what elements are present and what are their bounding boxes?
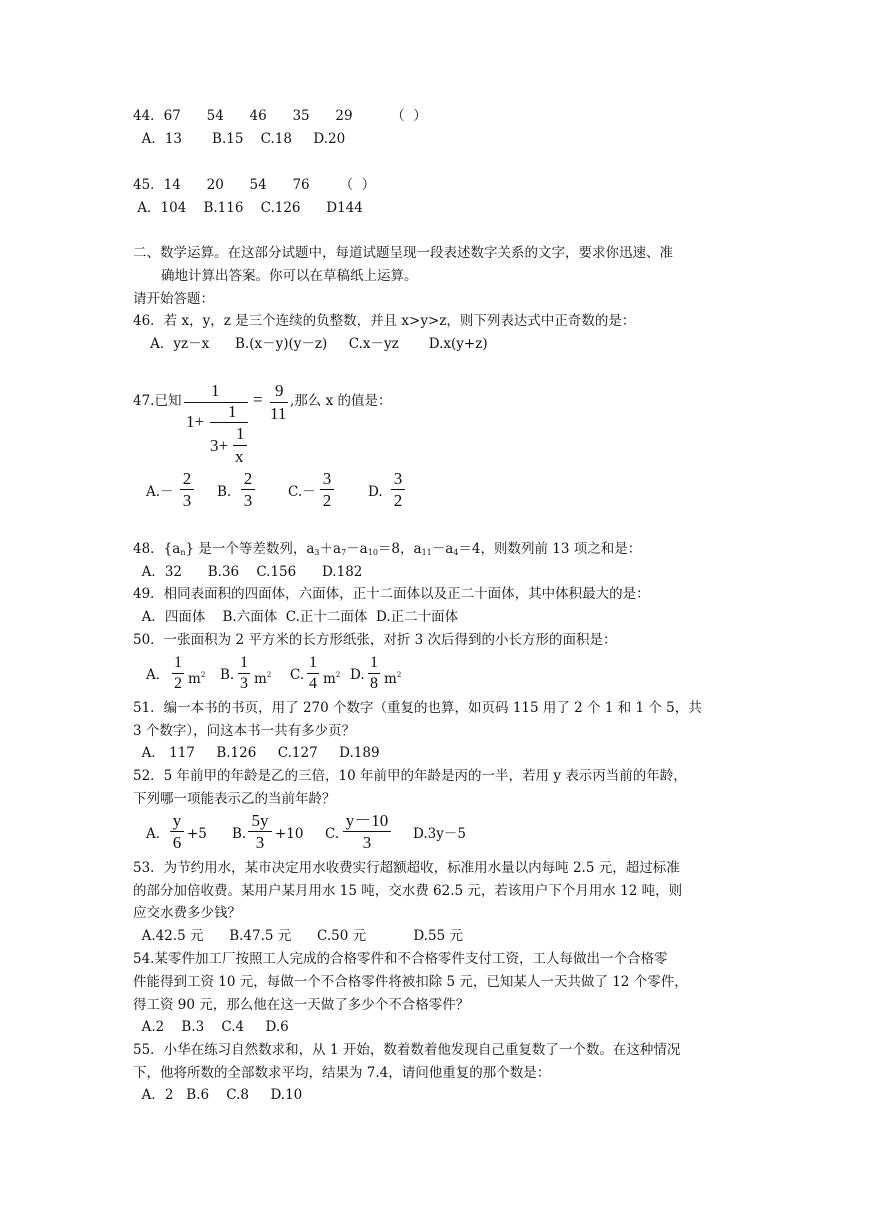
q55-line1: 55．小华在练习自然数求和，从 1 开始，数着数着他发现自己重复数了一个数。在这种情况	[133, 1042, 681, 1058]
unit-power: 2	[200, 671, 206, 679]
q45-stem: 45．14 20 54 76 （ ）	[133, 177, 376, 193]
unit: m	[323, 671, 336, 687]
unit-power: 2	[335, 671, 341, 679]
denominator: 8	[370, 675, 378, 692]
numerator: 1	[174, 654, 182, 671]
q47-option-c-label: C.－	[288, 484, 316, 500]
q52-option-a-term: +5	[187, 826, 207, 842]
q51-options: A． 117 B.126 C.127 D.189	[133, 745, 380, 761]
start-instruction: 请开始答题：	[133, 291, 214, 307]
q53-line1: 53．为节约用水，某市决定用水收费实行超额超收，标准用水量以内每吨 2.5 元，超过标准	[133, 860, 680, 876]
q52-option-c-label: C.	[325, 826, 340, 842]
denominator: 6	[172, 833, 182, 852]
denominator: 3	[362, 833, 372, 852]
q50-option-a-unit	[188, 667, 205, 687]
q44-options: A．13 B.15 C.18 D.20	[133, 131, 346, 147]
numerator: 1	[370, 654, 378, 671]
unit: m	[384, 671, 397, 687]
q47-main-bar	[184, 402, 248, 403]
q47-option-c-fraction	[320, 470, 334, 509]
q47-option-b-fraction	[241, 470, 255, 509]
q53-line3: 应交水费多少钱？	[133, 905, 241, 921]
unit: m	[188, 671, 201, 687]
q47-rhs-bar	[270, 402, 288, 403]
q47-innermost-bar	[233, 445, 247, 446]
numerator: y	[172, 811, 182, 830]
denominator: 3	[182, 491, 192, 510]
q54-line2: 件能得到工资 10 元，每做一个不合格零件将被扣除 5 元，已知某人一天共做了 12 个零件，	[133, 974, 688, 990]
q46-stem: 46．若 x，y，z 是三个连续的负整数，并且 x>y>z，则下列表达式中正奇数的是：	[133, 313, 636, 329]
numerator: 2	[243, 469, 253, 488]
q52-line2: 下列哪一项能表示乙的当前年龄？	[133, 791, 336, 807]
q55-line2: 下，他将所数的全部数求平均，结果为 7.4，请问他重复的那个数是：	[133, 1065, 551, 1081]
numerator: 1	[240, 654, 248, 671]
q50-option-d-fraction	[368, 655, 380, 692]
q50-stem: 50．一张面积为 2 平方米的长方形纸张，对折 3 次后得到的小长方形的面积是：	[133, 632, 617, 648]
q49-stem: 49．相同表面积的四面体，六面体，正十二面体以及正二十面体，其中体积最大的是：	[133, 586, 650, 602]
q51-line1: 51．编一本书的书页，用了 270 个数字（重复的也算，如页码 115 用了 2 个 1 和 1 个 5，共	[133, 700, 702, 716]
denominator: 4	[309, 675, 317, 692]
section-heading-line2: 确地计算出答案。你可以在草稿纸上运算。	[161, 268, 418, 284]
q47-x: x	[235, 447, 244, 466]
q55-options: A．2 B.6 C.8 D.10	[133, 1087, 303, 1103]
q47-rhs-numerator: 9	[275, 381, 284, 400]
q53-line2: 的部分加倍收费。某用户某月用水 15 吨，交水费 62.5 元，若该用户下个月用水 12 吨，则	[133, 883, 683, 899]
q47-option-a-label: A.－	[146, 484, 174, 500]
q52-option-a-label: A．	[146, 826, 170, 842]
q54-line1: 54.某零件加工厂按照工人完成的合格零件和不合格零件支付工资，工人每做出一个合格零	[133, 951, 668, 967]
section-heading-line1: 二、数学运算。在这部分试题中，每道试题呈现一段表述数字关系的文字，要求你迅速、准	[133, 245, 673, 261]
q47-option-b-label: B.	[217, 484, 232, 500]
q47-numerator: 1	[211, 381, 220, 400]
numerator: y－10	[345, 811, 389, 830]
q54-options: A.2 B.3 C.4 D.6	[133, 1019, 289, 1035]
q52-option-a-fraction	[170, 812, 184, 851]
q46-options: A．yz－x B.(x－y)(y－z) C.x－yz D.x(y+z)	[133, 336, 488, 352]
unit: m	[254, 671, 267, 687]
q47-suffix: ,那么 x 的值是：	[290, 393, 392, 409]
q50-option-c-fraction	[307, 655, 319, 692]
q44-stem: 44．67 54 46 35 29 （ ）	[133, 108, 427, 124]
denominator: 3	[243, 491, 253, 510]
q52-option-b-fraction	[248, 812, 272, 851]
numerator: 1	[309, 654, 317, 671]
q52-option-b-label: B.	[232, 826, 247, 842]
q47-rhs-denominator: 11	[270, 404, 287, 423]
unit-power: 2	[396, 671, 402, 679]
unit-power: 2	[266, 671, 272, 679]
q47-one-plus: 1+	[186, 412, 205, 431]
q49-options: A．四面体 B.六面体 C.正十二面体 D.正二十面体	[133, 609, 459, 625]
q47-prefix: 47.已知	[133, 393, 182, 409]
q53-options: A.42.5 元 B.47.5 元 C.50 元 D.55 元	[133, 928, 463, 944]
q52-option-d: D.3y－5	[413, 826, 466, 842]
denominator: 3	[240, 675, 248, 692]
q50-option-a-label: A．	[146, 667, 170, 683]
q47-innermost-numerator: 1	[236, 424, 245, 443]
q50-option-c-unit	[323, 667, 340, 687]
q50-option-b-unit	[254, 667, 271, 687]
q52-line1: 52．5 年前甲的年龄是乙的三倍，10 年前甲的年龄是丙的一半，若用 y 表示丙当前的年龄，	[133, 768, 687, 784]
q51-line2: 3 个数字），问这本书一共有多少页？	[133, 723, 356, 739]
q47-inner-numerator: 1	[228, 402, 237, 421]
q50-option-d-unit	[384, 667, 401, 687]
q48-stem: 48．$\{a_n\}$ 是一个等差数列，$a_3+a_7-a_{10}=8$，$a_{11}-a_4=4$，则数列前 13 项之和是：	[133, 541, 642, 557]
q47-option-a-fraction	[180, 470, 194, 509]
q47-option-d-label: D.	[368, 484, 383, 500]
q50-option-c-label: C.	[290, 667, 305, 683]
denominator: 2	[393, 491, 403, 510]
q52-option-b-term: +10	[275, 826, 304, 842]
q47-inner-bar	[210, 422, 248, 423]
q48-options: A．32 B.36 C.156 D.182	[133, 564, 363, 580]
q45-options: A．104 B.116 C.126 D144	[133, 200, 363, 216]
numerator: 3	[393, 469, 403, 488]
q50-option-b-label: B.	[220, 667, 235, 683]
q54-line3: 得工资 90 元，那么他在这一天做了多少个不合格零件？	[133, 997, 470, 1013]
q50-option-a-fraction	[172, 655, 184, 692]
denominator: 3	[255, 833, 265, 852]
q50-option-d-label: D.	[350, 667, 365, 683]
denominator: 2	[174, 675, 182, 692]
q52-option-c-fraction	[343, 812, 391, 851]
q50-option-b-fraction	[238, 655, 250, 692]
q47-three-plus: 3+	[210, 436, 229, 455]
numerator: 3	[322, 469, 332, 488]
numerator: 2	[182, 469, 192, 488]
q47-option-d-fraction	[391, 470, 405, 509]
q47-equals: =	[253, 390, 263, 409]
denominator: 2	[322, 491, 332, 510]
numerator: 5y	[251, 811, 269, 830]
